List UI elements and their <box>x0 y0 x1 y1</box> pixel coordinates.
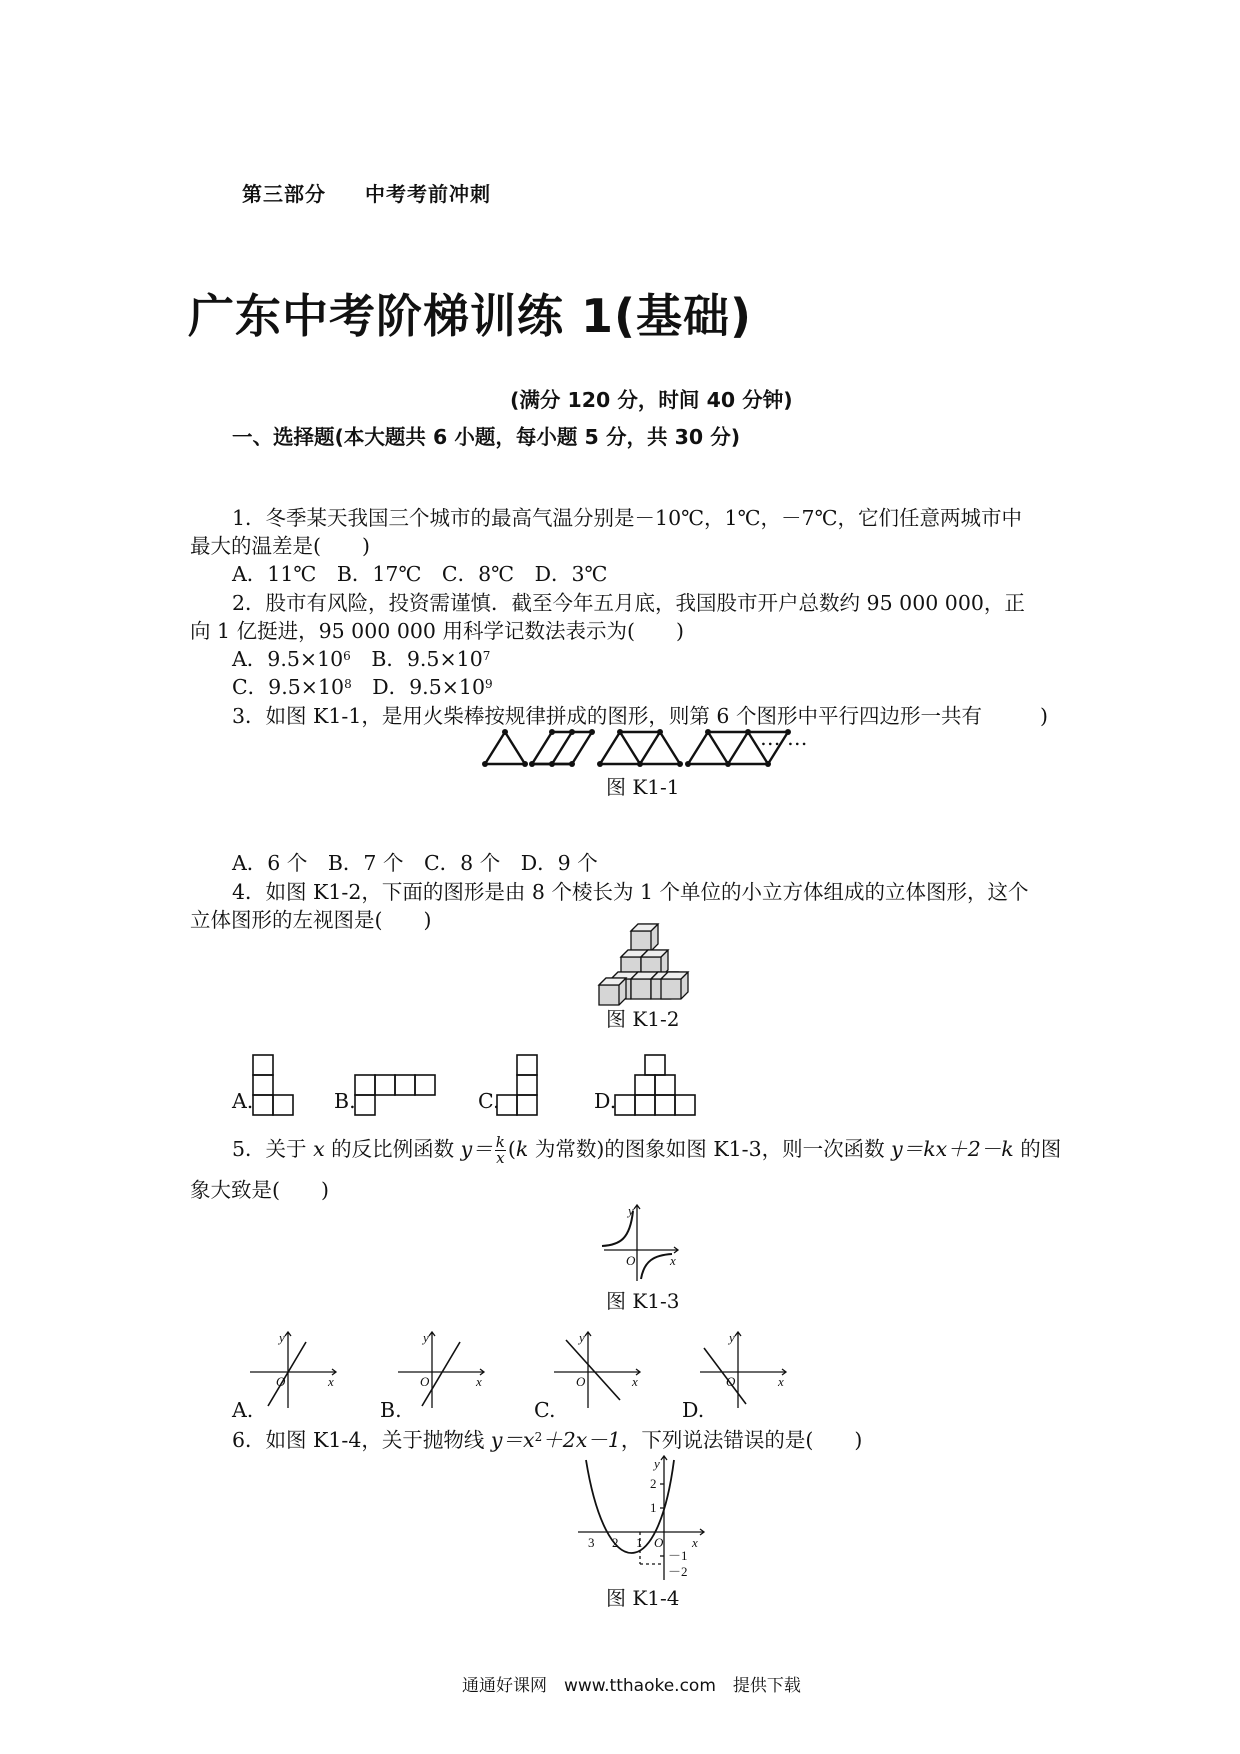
q2-option-b-exp: 7 <box>482 649 491 663</box>
b-y-label: y <box>423 1330 429 1345</box>
c-x-label: x <box>632 1374 638 1389</box>
q6-expr-b: ＋2x－1 <box>542 1428 621 1452</box>
q5-label-c: C. <box>534 1398 556 1422</box>
a-origin: O <box>276 1374 286 1389</box>
q4-option-a-view <box>252 1054 302 1116</box>
b-origin: O <box>420 1374 430 1389</box>
q5-line1 <box>232 1135 1061 1166</box>
k1-4-tick-x2: 2 <box>612 1535 619 1550</box>
q4-line1: 4．如图 K1-2，下面的图形是由 8 个棱长为 1 个单位的小立方体组成的立体图形，这个 <box>232 880 1029 904</box>
q2-option-d-exp: 9 <box>485 677 493 691</box>
k1-3-x-label: x <box>670 1253 676 1268</box>
q3-paren: ) <box>1040 704 1048 728</box>
q4-line2: 立体图形的左视图是( ) <box>190 908 432 932</box>
q5-expr: y＝kx＋2－k <box>891 1137 1014 1161</box>
q5-option-c-graph <box>552 1330 642 1410</box>
q2-option-c: C．9.5×10 <box>232 675 345 699</box>
q4-label-b: B. <box>334 1089 356 1113</box>
q6-line1 <box>232 1427 862 1454</box>
q2-option-c-exp: 8 <box>344 677 352 691</box>
q3-caption: 图 K1-1 <box>606 775 680 799</box>
q6-expr-exp: 2 <box>534 1430 543 1444</box>
q4-label-d: D. <box>594 1089 617 1113</box>
d-x-label: x <box>778 1374 784 1389</box>
q1-options: A．11℃ B．17℃ C．8℃ D．3℃ <box>232 562 608 586</box>
k1-4-y-label: y <box>654 1456 660 1471</box>
c-y-label: y <box>579 1330 585 1345</box>
q5-var-x: x <box>313 1137 325 1161</box>
figure-k1-2-cubes <box>595 924 695 1004</box>
c-origin: O <box>576 1374 586 1389</box>
k1-4-tick-yneg1: －1 <box>668 1548 688 1563</box>
q5-frac-den: x <box>496 1149 505 1167</box>
k1-4-tick-x1: 1 <box>636 1535 643 1550</box>
d-y-label: y <box>729 1330 735 1345</box>
q5-mid1: 的反比例函数 <box>324 1137 461 1161</box>
figure-k1-4-parabola <box>578 1454 708 1582</box>
q5-option-a-graph <box>248 1330 338 1410</box>
q4-option-b-view <box>354 1074 444 1116</box>
q3-ellipsis: … … <box>760 726 808 750</box>
q5-label-d: D. <box>682 1398 705 1422</box>
q4-label-a: A. <box>232 1089 254 1113</box>
q3-line1: 3．如图 K1-1，是用火柴棒按规律拼成的图形，则第 6 个图形中平行四边形一共有 <box>232 704 982 728</box>
part-label: 第三部分 <box>242 182 326 206</box>
page-title: 广东中考阶梯训练 1(基础) <box>188 289 753 343</box>
a-y-label: y <box>279 1330 285 1345</box>
exam-info: (满分 120 分，时间 40 分钟) <box>510 388 793 412</box>
q5-label-a: A. <box>232 1398 254 1422</box>
q5-frac-num: k <box>495 1133 505 1151</box>
k1-4-tick-yneg2: －2 <box>668 1564 688 1579</box>
q6-expr-a: y＝x <box>490 1428 535 1452</box>
q4-option-d-view <box>614 1054 704 1116</box>
q4-caption: 图 K1-2 <box>606 1007 680 1031</box>
d-origin: O <box>726 1374 736 1389</box>
k1-4-tick-y1: 1 <box>650 1500 657 1515</box>
q5-mid2: ( <box>507 1137 516 1161</box>
q2-option-a: A．9.5×10 <box>232 647 344 671</box>
q5-var-k: k <box>515 1137 529 1161</box>
k1-3-y-label: y <box>628 1203 634 1218</box>
q5-caption: 图 K1-3 <box>606 1289 680 1313</box>
q5-line2: 象大致是( ) <box>190 1178 329 1202</box>
q6-post: ，下列说法错误的是( ) <box>620 1428 863 1452</box>
q5-mid3: 为常数)的图象如图 K1-3，则一次函数 <box>528 1137 892 1161</box>
q2-line1: 2．股市有风险，投资需谨慎．截至今年五月底，我国股市开户总数约 95 000 000，正 <box>232 591 1025 615</box>
k1-4-tick-y2: 2 <box>650 1476 657 1491</box>
footer-credit: 通通好课网 www.tthaoke.com 提供下载 <box>462 1676 801 1696</box>
q2-option-b: B．9.5×10 <box>371 647 483 671</box>
q5-fraction <box>495 1135 506 1166</box>
q5-pre: 5．关于 <box>232 1137 314 1161</box>
q2-option-a-exp: 6 <box>343 649 351 663</box>
q5-y-eq: y＝ <box>460 1137 493 1161</box>
k1-4-x-label: x <box>692 1535 698 1550</box>
q6-caption: 图 K1-4 <box>606 1586 680 1610</box>
q1-line1: 1．冬季某天我国三个城市的最高气温分别是－10℃，1℃，－7℃，它们任意两城市中 <box>232 506 1023 530</box>
q5-post: 的图 <box>1013 1137 1062 1161</box>
k1-4-origin: O <box>654 1535 664 1550</box>
section-label: 中考考前冲刺 <box>365 182 491 206</box>
q3-options: A．6 个 B．7 个 C．8 个 D．9 个 <box>232 851 598 875</box>
q2-option-d: D．9.5×10 <box>372 675 486 699</box>
figure-k1-3-hyperbola <box>600 1203 680 1283</box>
q5-label-b: B. <box>380 1398 402 1422</box>
figure-k1-1-matchsticks <box>480 728 800 768</box>
q2-line2: 向 1 亿挺进，95 000 000 用科学记数法表示为( ) <box>190 619 684 643</box>
q2-options-cd <box>232 674 493 701</box>
q1-line2: 最大的温差是( ) <box>190 534 370 558</box>
k1-4-tick-x3: 3 <box>588 1535 595 1550</box>
section-heading: 一、选择题(本大题共 6 小题，每小题 5 分，共 30 分) <box>232 425 741 449</box>
q4-option-c-view <box>496 1054 546 1116</box>
q6-pre: 6．如图 K1-4，关于抛物线 <box>232 1428 491 1452</box>
a-x-label: x <box>328 1374 334 1389</box>
q5-option-d-graph <box>698 1330 788 1410</box>
b-x-label: x <box>476 1374 482 1389</box>
q2-options-ab <box>232 646 490 673</box>
k1-3-origin: O <box>626 1253 636 1268</box>
q5-option-b-graph <box>396 1330 486 1410</box>
q4-label-c: C. <box>478 1089 500 1113</box>
